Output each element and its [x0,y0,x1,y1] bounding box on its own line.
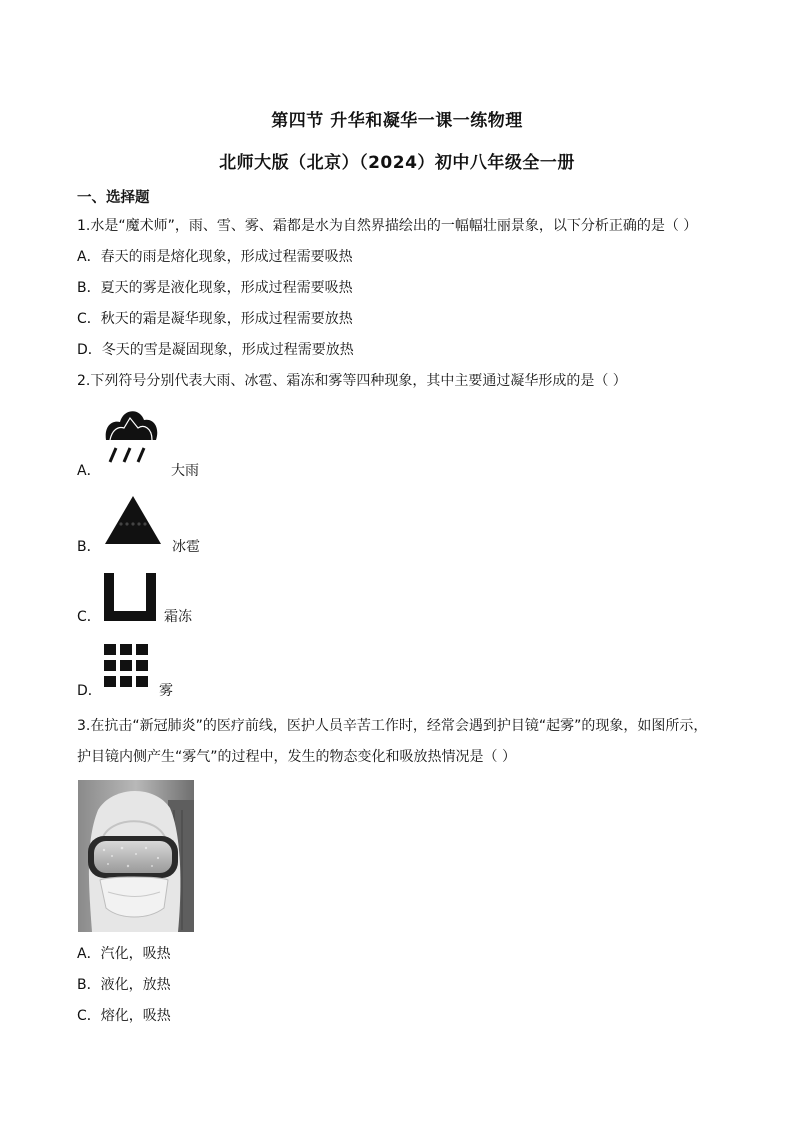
question-3-option-c: C．熔化，吸热 [77,1008,171,1024]
question-3-option-a: A．汽化，吸热 [77,946,171,962]
hail-symbol-icon [103,494,163,546]
medical-worker-goggles-photo [78,780,194,932]
question-2-option-a-label: 大雨 [171,463,199,479]
question-1-stem: 1.水是“魔术师”，雨、雪、雾、霜都是水为自然界描绘出的一幅幅壮丽景象，以下分析正确的是（ ） [77,218,698,234]
question-2-option-d-label: 雾 [159,683,173,699]
question-1-option-c: C．秋天的霜是凝华现象，形成过程需要放热 [77,311,353,327]
question-1-option-b: B．夏天的雾是液化现象，形成过程需要吸热 [77,280,353,296]
question-1-option-d: D．冬天的雪是凝固现象，形成过程需要放热 [77,342,354,358]
question-2-option-c-label: 霜冻 [164,609,192,625]
question-2-option-c-letter: C． [77,609,101,625]
question-2-option-b-letter: B． [77,539,101,555]
question-2-option-a-letter: A． [77,463,101,479]
fog-symbol-icon [102,642,150,690]
question-3-stem-line-1: 3.在抗击“新冠肺炎”的医疗前线，医护人员辛苦工作时，经常会遇到护目镜“起雾”的现象，如图所示， [77,718,708,734]
page-title: 第四节 升华和凝华一课一练物理 [271,111,523,131]
frost-symbol-icon [102,571,158,623]
heavy-rain-symbol-icon [100,404,162,466]
question-3-stem-line-2: 护目镜内侧产生“雾气”的过程中，发生的物态变化和吸放热情况是（ ） [77,749,516,765]
question-1-option-a: A．春天的雨是熔化现象，形成过程需要吸热 [77,249,353,265]
section-heading: 一、选择题 [77,190,150,206]
question-2-option-b-label: 冰雹 [172,539,200,555]
question-2-option-d-letter: D． [77,683,102,699]
page-subtitle: 北师大版（北京）（2024）初中八年级全一册 [219,153,575,173]
question-2-stem: 2.下列符号分别代表大雨、冰雹、霜冻和雾等四种现象，其中主要通过凝华形成的是（ ） [77,373,627,389]
question-3-option-b: B．液化，放热 [77,977,171,993]
